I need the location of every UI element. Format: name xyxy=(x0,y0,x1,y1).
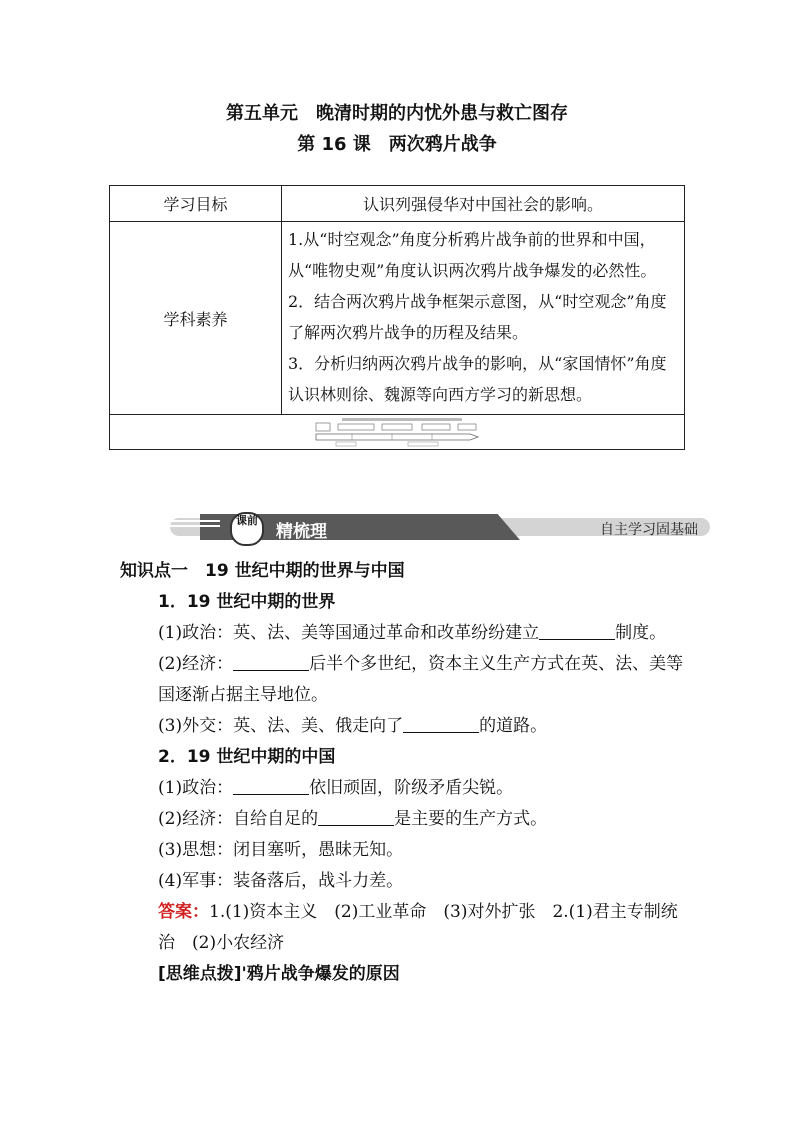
badge-text: 课前 xyxy=(236,514,258,527)
item-text: 是主要的生产方式。 xyxy=(394,809,548,829)
literacy-item: 1.从“时空观念”角度分析鸦片战争前的世界和中国， 从“唯物史观”角度认识两次鸦片战争爆发的必然性。 xyxy=(288,230,657,280)
item-text: 后半个多世纪，资本主义生产方式在英、法、美等国逐渐占据主导地位。 xyxy=(158,654,684,705)
fill-item xyxy=(120,618,692,649)
knowledge-point-title: 知识点一 19 世纪中期的世界与中国 xyxy=(120,561,405,581)
fill-item xyxy=(120,711,692,742)
goal-key: 学习目标 xyxy=(110,186,282,222)
banner-label: 精梳理 xyxy=(276,522,327,542)
answer-blank xyxy=(539,621,615,640)
literacy-list xyxy=(282,222,685,415)
section-title: 1．19 世纪中期的世界 xyxy=(158,592,336,612)
fill-item xyxy=(120,649,692,711)
unit-title: 第五单元 晚清时期的内忧外患与救亡图存 xyxy=(226,103,568,124)
literacy-item: 3．分析归纳两次鸦片战争的影响，从“家国情怀”角度认识林则徐、魏源等向西方学习的新思想。 xyxy=(288,354,667,404)
book-icon xyxy=(230,512,264,546)
table-row xyxy=(110,415,685,450)
goal-value: 认识列强侵华对中国社会的影响。 xyxy=(282,186,685,222)
answer-blank xyxy=(233,776,309,795)
think-title: [思维点拨]'鸦片战争爆发的原因 xyxy=(158,964,400,984)
framework-diagram-cell xyxy=(110,415,685,450)
fill-item xyxy=(120,773,692,804)
answer-label: 答案： xyxy=(158,902,209,922)
item-text: (2)经济：自给自足的 xyxy=(158,809,319,829)
answer-blank xyxy=(403,714,479,733)
item-text: (3)外交：英、法、美、俄走向了 xyxy=(158,716,404,736)
item-text: (2)经济： xyxy=(158,654,234,674)
table-row xyxy=(110,222,685,415)
item-text: 依旧顽固，阶级矛盾尖锐。 xyxy=(309,778,514,798)
lesson-title: 第 16 课 两次鸦片战争 xyxy=(297,134,497,155)
answer-blank xyxy=(233,652,309,671)
fill-item xyxy=(120,804,692,835)
learning-goals-table xyxy=(109,185,685,450)
section-title: 2．19 世纪中期的中国 xyxy=(158,747,336,767)
item-text: 的道路。 xyxy=(479,716,548,736)
section-banner xyxy=(160,514,710,540)
literacy-item: 2．结合两次鸦片战争框架示意图，从“时空观念”角度了解两次鸦片战争的历程及结果。 xyxy=(288,292,667,342)
literacy-key: 学科素养 xyxy=(110,222,282,415)
item-text: (1)政治： xyxy=(158,778,234,798)
answer-blank xyxy=(318,807,394,826)
static-item: (4)军事：装备落后，战斗力差。 xyxy=(158,871,404,891)
answer-text: 1.(1)资本主义 (2)工业革命 (3)对外扩张 2.(1)君主专制统治 (2)小农经济 xyxy=(158,902,678,953)
content-body xyxy=(120,556,692,990)
answer-line xyxy=(120,897,692,959)
banner-right-text: 自主学习固基础 xyxy=(600,522,698,538)
framework-diagram-thumbnail xyxy=(312,417,482,447)
item-text: (1)政治：英、法、美等国通过革命和改革纷纷建立 xyxy=(158,623,540,643)
item-text: 制度。 xyxy=(615,623,667,643)
table-row xyxy=(110,186,685,222)
static-item: (3)思想：闭目塞听，愚昧无知。 xyxy=(158,840,404,860)
banner-lines-decoration xyxy=(160,520,220,534)
